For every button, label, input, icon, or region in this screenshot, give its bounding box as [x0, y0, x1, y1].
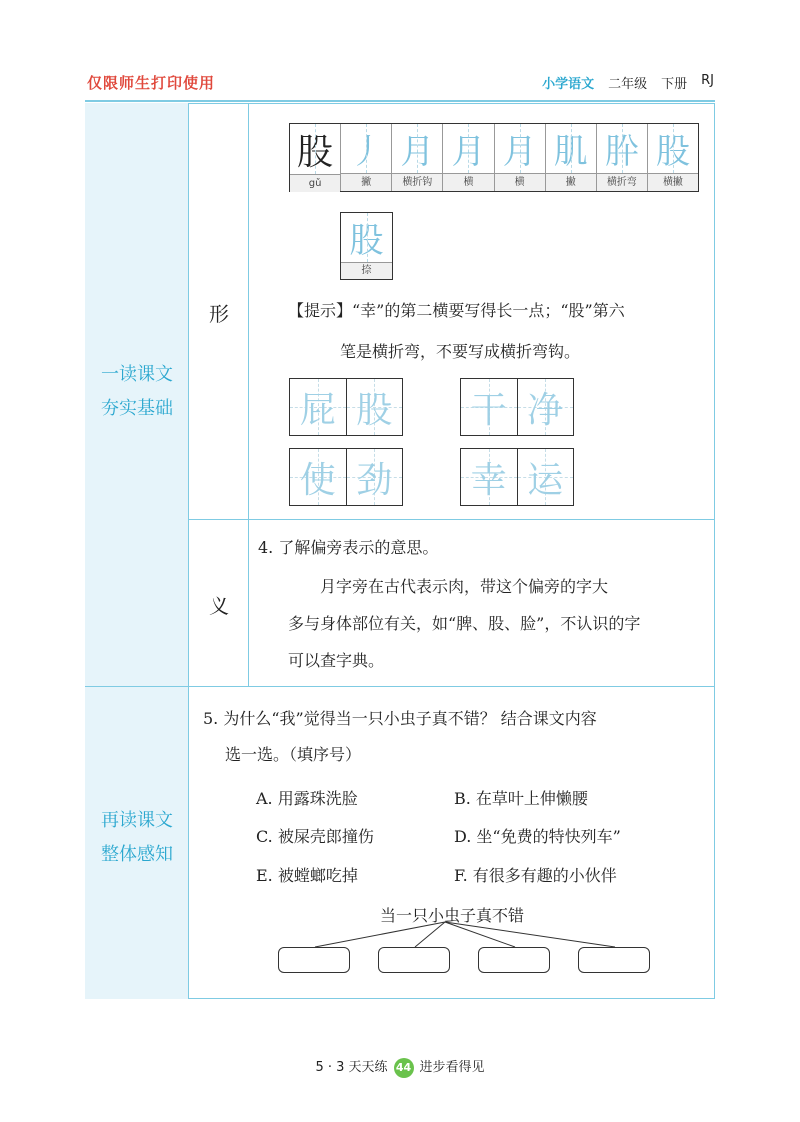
- volume-label: 下册: [661, 77, 688, 92]
- word-grid: 屁 股: [289, 378, 403, 436]
- answer-box-2[interactable]: [378, 947, 450, 973]
- edition-label: RJ: [701, 73, 714, 88]
- stroke-cell: 月 横: [443, 124, 494, 191]
- tip-line-1: 【提示】“幸”的第二横要写得长一点；“股”第六: [288, 301, 625, 320]
- footer-slogan: 进步看得见: [419, 1060, 485, 1075]
- stroke-cell: 肌 撇: [546, 124, 597, 191]
- stroke-order-strip: [289, 123, 699, 192]
- subject-label: 小学语文: [542, 77, 595, 92]
- stroke-cell-char: [290, 124, 341, 191]
- stroke-cell: 月 横折钩: [392, 124, 443, 191]
- row-label-yi: 义: [209, 594, 229, 618]
- target-char: 股: [290, 124, 340, 174]
- stroke-cell: 肸 横折弯: [597, 124, 648, 191]
- stroke-cell: 股 横撇: [648, 124, 698, 191]
- word-grid: 干 净: [460, 378, 574, 436]
- row-label-xing: 形: [209, 302, 229, 326]
- header-divider: [85, 100, 715, 102]
- word-grid: 使 劲: [289, 448, 403, 506]
- section-label-1: 一读课文 夯实基础: [101, 364, 173, 419]
- diagram-center-text: 当一只小虫子真不错: [380, 906, 525, 925]
- footer-brand: 5 · 3 天天练: [315, 1060, 388, 1075]
- section-divider: [85, 686, 715, 687]
- option-a: A. 用露珠洗脸: [256, 789, 358, 808]
- answer-box-1[interactable]: [278, 947, 350, 973]
- q4-line-2: 多与身体部位有关，如“脾、股、脸”，不认识的字: [288, 614, 641, 633]
- option-c: C. 被屎壳郎撞伤: [256, 827, 374, 846]
- option-f: F. 有很多有趣的小伙伴: [454, 866, 617, 885]
- pinyin: gǔ: [290, 174, 340, 192]
- word-grid: 幸 运: [460, 448, 574, 506]
- book-info: [542, 73, 714, 92]
- connector-lines: [270, 920, 630, 950]
- q5-line-2: 选一选。（填序号）: [225, 745, 362, 764]
- stroke-cell-last: 股 捺: [340, 212, 393, 280]
- q4-title: 4. 了解偏旁表示的意思。: [258, 538, 439, 557]
- option-e: E. 被螳螂吃掉: [256, 866, 358, 885]
- footer: [0, 1056, 800, 1078]
- answer-box-4[interactable]: [578, 947, 650, 973]
- page-number: 44: [394, 1058, 414, 1078]
- stroke-cell: 月 横: [495, 124, 546, 191]
- grade-label: 二年级: [608, 77, 648, 92]
- q4-line-3: 可以查字典。: [288, 651, 385, 670]
- xing-yi-divider: [189, 519, 715, 520]
- q5-line-1: 5. 为什么“我”觉得当一只小虫子真不错？ 结合课文内容: [203, 709, 597, 728]
- stroke-cell: 丿 撇: [341, 124, 392, 191]
- answer-box-3[interactable]: [478, 947, 550, 973]
- section-label-2: 再读课文 整体感知: [101, 810, 173, 865]
- print-notice: 仅限师生打印使用: [87, 74, 216, 92]
- row-label-divider: [248, 103, 249, 686]
- option-d: D. 坐“免费的特快列车”: [454, 827, 621, 846]
- tip-line-2: 笔是横折弯，不要写成横折弯钩。: [340, 342, 581, 361]
- option-b: B. 在草叶上伸懒腰: [454, 789, 588, 808]
- q4-line-1: 月字旁在古代表示肉，带这个偏旁的字大: [320, 577, 609, 596]
